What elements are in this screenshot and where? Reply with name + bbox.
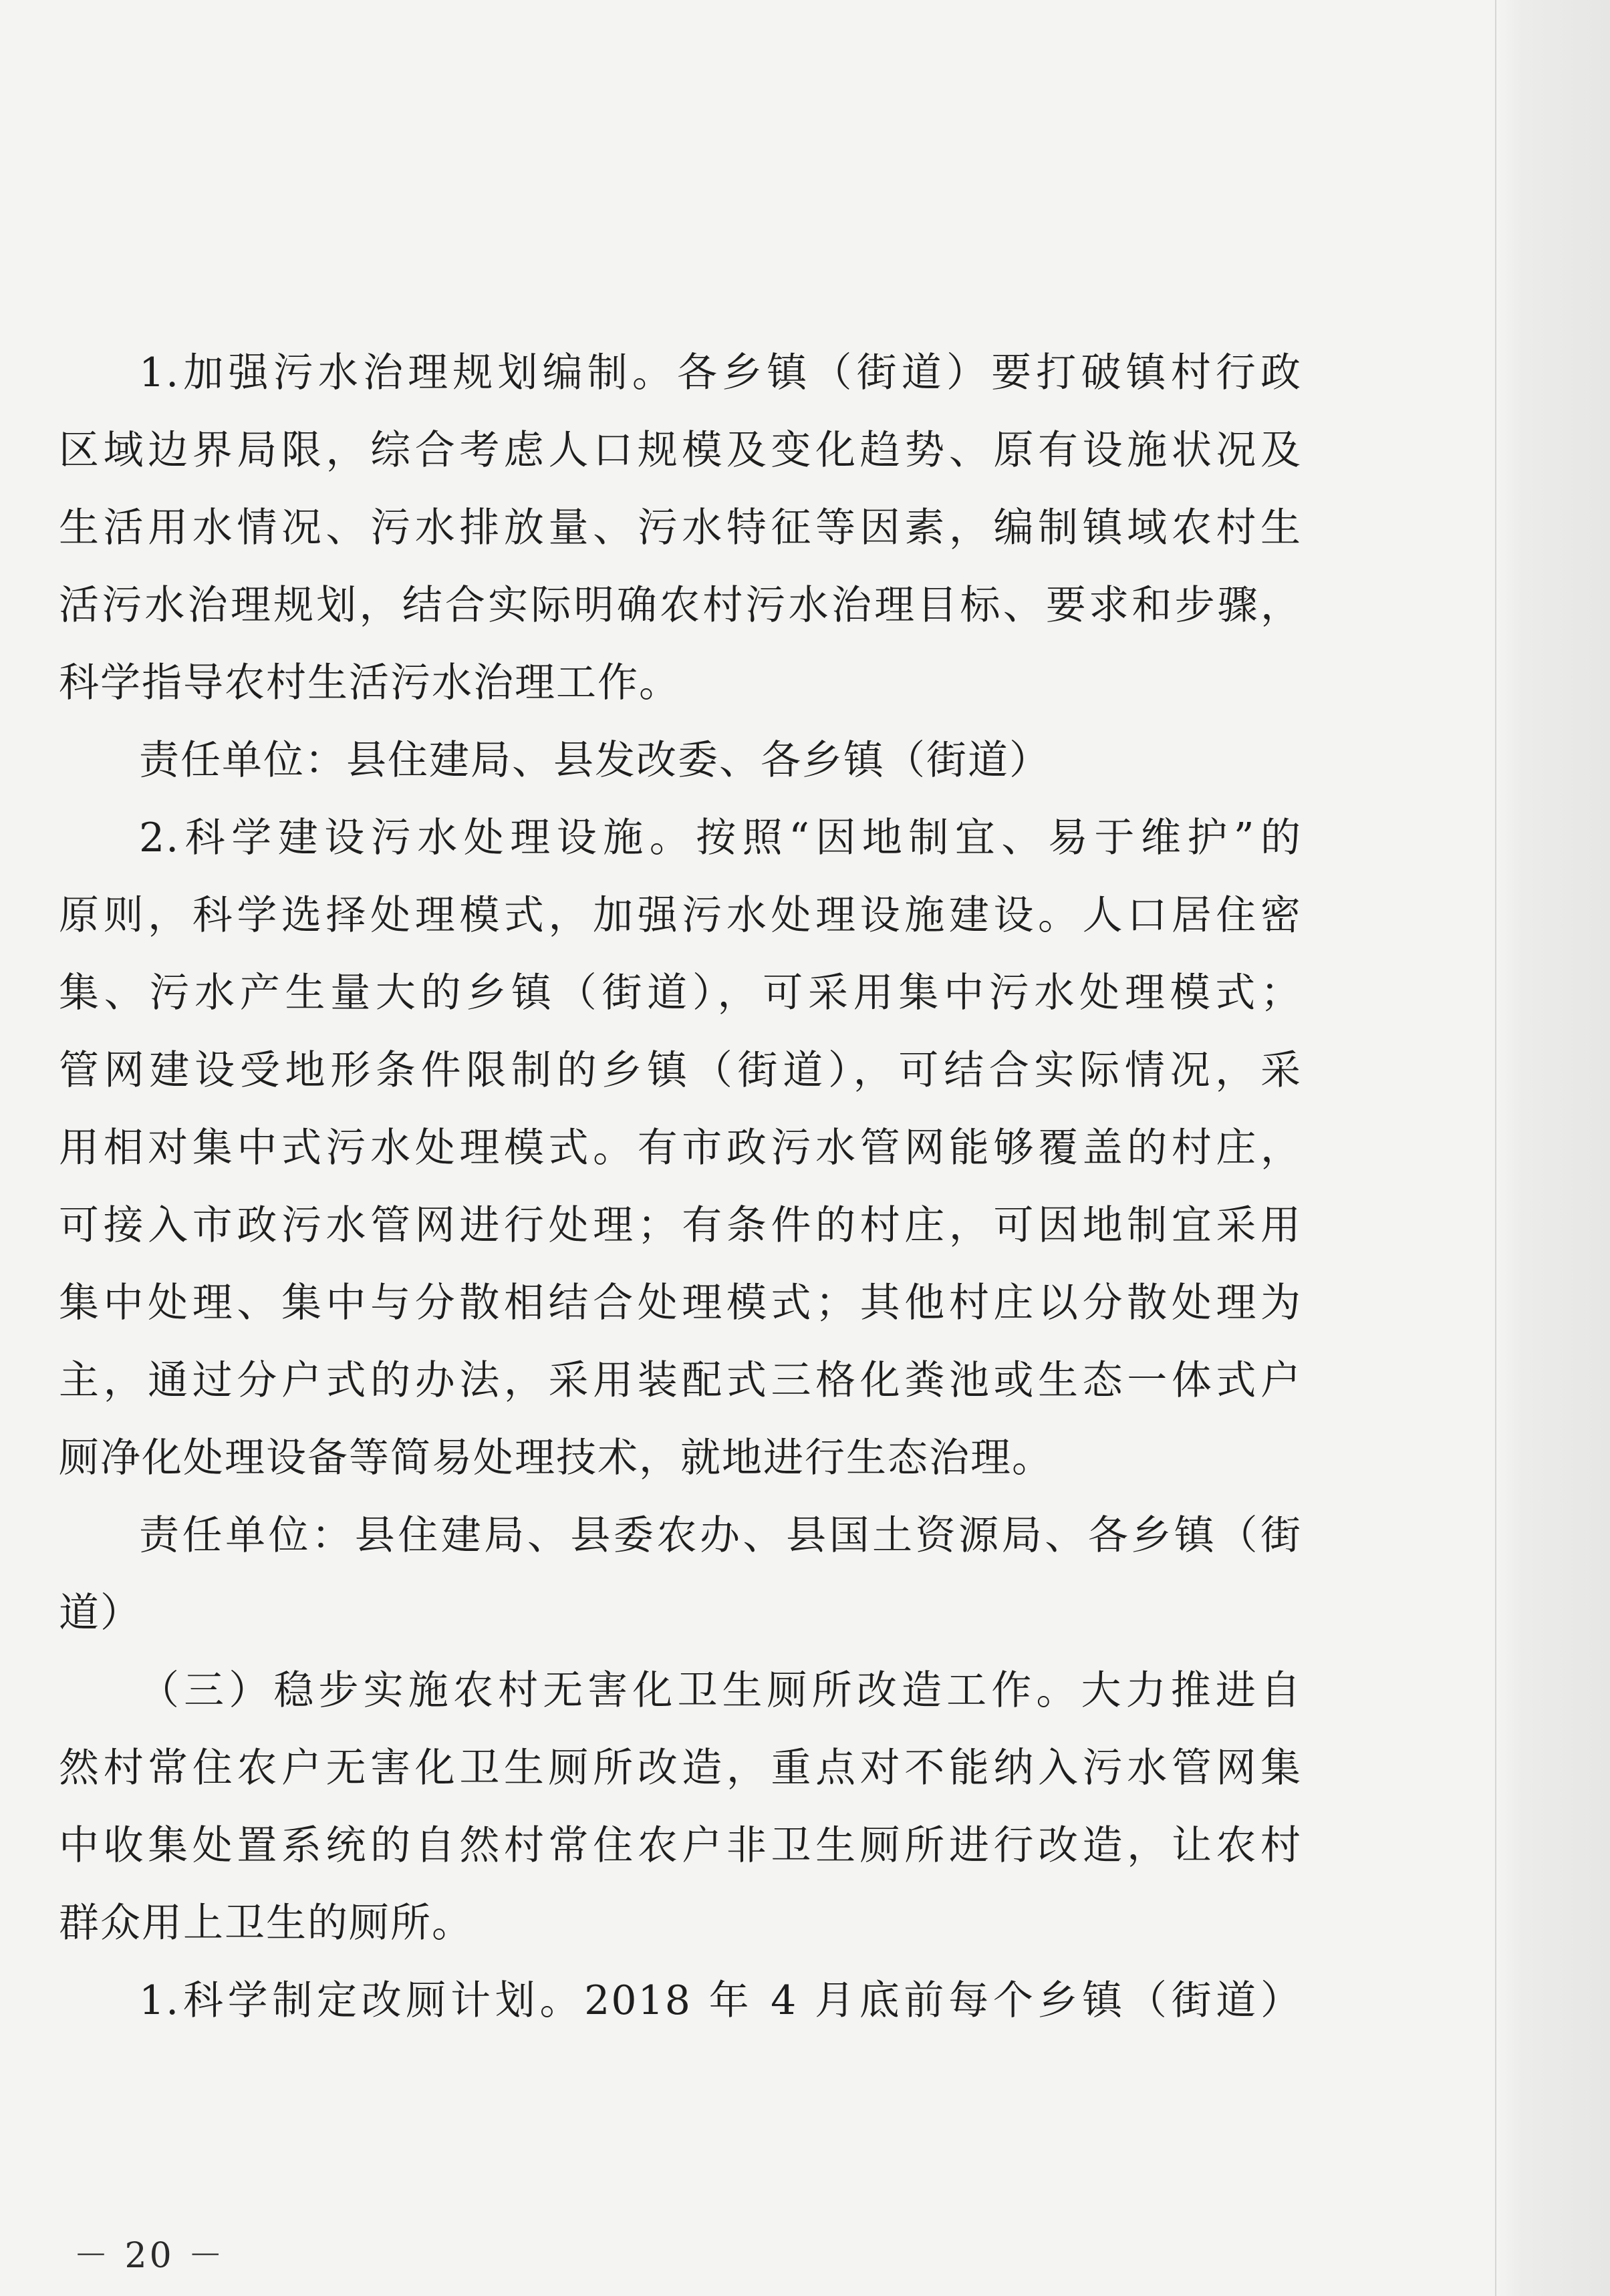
paragraph-2-line-1: 2.科学建设污水处理设施。按照“因地制宜、易于维护”的 <box>139 815 1302 861</box>
section-3-line-2: 然村常住农户无害化卫生厕所改造，重点对不能纳入污水管网集 <box>59 1745 1302 1791</box>
paragraph-1-line-2: 区域边界局限，综合考虑人口规模及变化趋势、原有设施状况及 <box>59 427 1302 474</box>
paragraph-2-line-9: 厕净化处理设备等简易处理技术，就地进行生态治理。 <box>59 1435 1053 1481</box>
paragraph-1-line-1: 1.加强污水治理规划编制。各乡镇（街道）要打破镇村行政 <box>139 349 1302 396</box>
paragraph-1-line-5: 科学指导农村生活污水治理工作。 <box>59 660 680 706</box>
paragraph-2-line-7: 集中处理、集中与分散相结合处理模式；其他村庄以分散处理为 <box>59 1280 1302 1326</box>
page-number: － 20 － <box>74 2236 226 2276</box>
paragraph-2-line-8: 主，通过分户式的办法，采用装配式三格化粪池或生态一体式户 <box>59 1357 1302 1404</box>
paragraph-2-line-4: 管网建设受地形条件限制的乡镇（街道），可结合实际情况，采 <box>59 1047 1302 1094</box>
paragraph-1-line-3: 生活用水情况、污水排放量、污水特征等因素，编制镇域农村生 <box>59 505 1302 551</box>
section-3-line-1: （三）稳步实施农村无害化卫生厕所改造工作。大力推进自 <box>139 1667 1302 1714</box>
paragraph-1-line-4: 活污水治理规划，结合实际明确农村污水治理目标、要求和步骤， <box>59 582 1302 629</box>
paragraph-2-line-6: 可接入市政污水管网进行处理；有条件的村庄，可因地制宜采用 <box>59 1202 1302 1249</box>
item-1-line-1: 1.科学制定改厕计划。2018 年 4 月底前每个乡镇（街道） <box>139 1977 1302 2024</box>
responsibility-line-1: 责任单位：县住建局、县发改委、各乡镇（街道） <box>139 737 1051 784</box>
section-3-line-3: 中收集处置系统的自然村常住农户非卫生厕所进行改造，让农村 <box>59 1822 1302 1869</box>
paragraph-2-line-5: 用相对集中式污水处理模式。有市政污水管网能够覆盖的村庄， <box>59 1125 1302 1171</box>
section-3-line-4: 群众用上卫生的厕所。 <box>59 1900 473 1947</box>
responsibility-line-2-cont: 道） <box>59 1590 142 1636</box>
paragraph-2-line-3: 集、污水产生量大的乡镇（街道），可采用集中污水处理模式； <box>59 970 1302 1016</box>
responsibility-line-2: 责任单位：县住建局、县委农办、县国土资源局、各乡镇（街 <box>139 1512 1302 1559</box>
page-edge-shadow <box>1495 0 1610 2296</box>
paragraph-2-line-2: 原则，科学选择处理模式，加强污水处理设施建设。人口居住密 <box>59 892 1302 939</box>
